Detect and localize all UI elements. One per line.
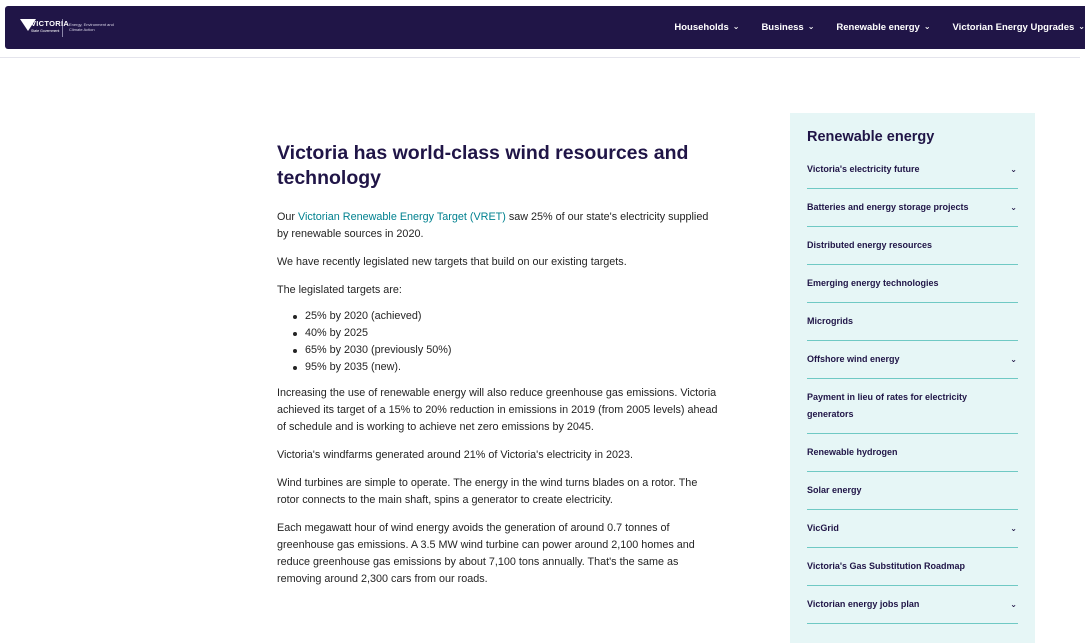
nav-label: Victorian Energy Upgrades — [952, 22, 1075, 33]
list-item: 25% by 2020 (achieved) — [291, 308, 722, 325]
site-header — [5, 6, 1085, 49]
chevron-down-icon[interactable]: ⌄ — [1010, 600, 1017, 609]
logo-wordmark: VICTORIA — [31, 18, 70, 28]
nav-label: Renewable energy — [836, 22, 920, 33]
chevron-down-icon[interactable]: ⌄ — [1010, 524, 1017, 533]
nav-label: Business — [761, 22, 804, 33]
chevron-down-icon: ⌄ — [923, 22, 931, 31]
sidebar-item[interactable] — [807, 189, 1018, 227]
targets-intro-paragraph: We have recently legislated new targets that build on our existing targets. — [277, 256, 627, 268]
sidebar-item-label: Offshore wind energy — [807, 354, 900, 364]
nav-victorian-energy-upgrades[interactable] — [953, 22, 1085, 33]
sidebar-item-label: Victoria's electricity future — [807, 164, 920, 174]
logo-department: Energy, Environment and Climate Action — [69, 21, 114, 32]
turbines-paragraph: Wind turbines are simple to operate. The energy in the wind turns blades on a rotor. The rotor connects to the main shaft, spins a generator to create electricity. — [277, 477, 698, 506]
nav-renewable-energy[interactable] — [836, 22, 930, 33]
sidebar-nav — [790, 113, 1035, 643]
list-item: 65% by 2030 (previously 50%) — [291, 342, 722, 359]
main-nav — [674, 6, 1085, 49]
sidebar-item[interactable] — [807, 341, 1018, 379]
intro-prefix: Our — [277, 211, 298, 223]
chevron-down-icon[interactable]: ⌄ — [1010, 203, 1017, 212]
intro-suffix: saw 25% of our state's electricity supplied by renewable sources in 2020. — [277, 211, 709, 240]
sidebar-item[interactable] — [807, 227, 1018, 265]
sidebar-item[interactable] — [807, 265, 1018, 303]
sidebar-title: Renewable energy — [807, 129, 935, 145]
victoria-logo-mark — [20, 17, 70, 39]
chevron-down-icon[interactable]: ⌄ — [1010, 165, 1017, 174]
sidebar-item-label: Victoria's Gas Substitution Roadmap — [807, 561, 966, 571]
targets-list — [291, 308, 722, 376]
chevron-down-icon[interactable]: ⌄ — [1010, 355, 1017, 364]
sidebar-item-label: Emerging energy technologies — [807, 278, 939, 288]
windfarms-paragraph: Victoria's windfarms generated around 21% of Victoria's electricity in 2023. — [277, 449, 634, 461]
page-title: Victoria has world-class wind resources and technology — [277, 142, 689, 189]
sidebar-item[interactable] — [807, 586, 1018, 624]
nav-business[interactable] — [761, 22, 814, 33]
sidebar-item[interactable] — [807, 434, 1018, 472]
megawatt-paragraph: Each megawatt hour of wind energy avoids the generation of around 0.7 tonnes of greenhouse gas emissions. A 3.5 MW wind turbine can power around 2,100 homes and reduce greenhouse gas emissions by about 7,100 tons annually. That's the same as removing around 2,300 cars from our roads. — [277, 522, 695, 585]
sidebar-item[interactable] — [807, 379, 1018, 434]
header-divider — [0, 57, 1080, 58]
article-content — [277, 141, 722, 599]
sidebar-item-label: VicGrid — [807, 523, 839, 533]
sidebar-item-label: Microgrids — [807, 316, 854, 326]
sidebar-item[interactable] — [807, 472, 1018, 510]
sidebar-item[interactable] — [807, 548, 1018, 586]
sidebar-item-label: Payment in lieu of rates for electricity generators — [807, 392, 968, 419]
list-item: 40% by 2025 — [291, 325, 722, 342]
intro-paragraph — [277, 209, 722, 243]
sidebar-list — [807, 151, 1018, 624]
sidebar-item[interactable] — [807, 303, 1018, 341]
chevron-down-icon: ⌄ — [807, 22, 815, 31]
nav-label: Households — [674, 22, 729, 33]
sidebar-item-label: Victorian energy jobs plan — [807, 599, 920, 609]
nav-households[interactable] — [674, 22, 739, 33]
emissions-paragraph: Increasing the use of renewable energy will also reduce greenhouse gas emissions. Victoria achieved its target of a 15% to 20% reduction in emissions in 2019 (from 2005 levels) ahead of schedule and is working to achieve net zero emissions by 2045. — [277, 387, 718, 433]
victoria-logo[interactable] — [20, 6, 119, 49]
sidebar-item-label: Solar energy — [807, 485, 862, 495]
sidebar-item-label: Renewable hydrogen — [807, 447, 898, 457]
list-item: 95% by 2035 (new). — [291, 359, 722, 376]
sidebar-item[interactable] — [807, 510, 1018, 548]
sidebar-item[interactable] — [807, 151, 1018, 189]
chevron-down-icon: ⌄ — [732, 22, 740, 31]
vret-link[interactable]: Victorian Renewable Energy Target (VRET) — [298, 211, 506, 223]
targets-lead-paragraph: The legislated targets are: — [277, 284, 402, 296]
sidebar-item-label: Distributed energy resources — [807, 240, 933, 250]
chevron-down-icon: ⌄ — [1078, 22, 1085, 31]
logo-subtitle: State Government — [31, 28, 60, 33]
sidebar-item-label: Batteries and energy storage projects — [807, 202, 969, 212]
